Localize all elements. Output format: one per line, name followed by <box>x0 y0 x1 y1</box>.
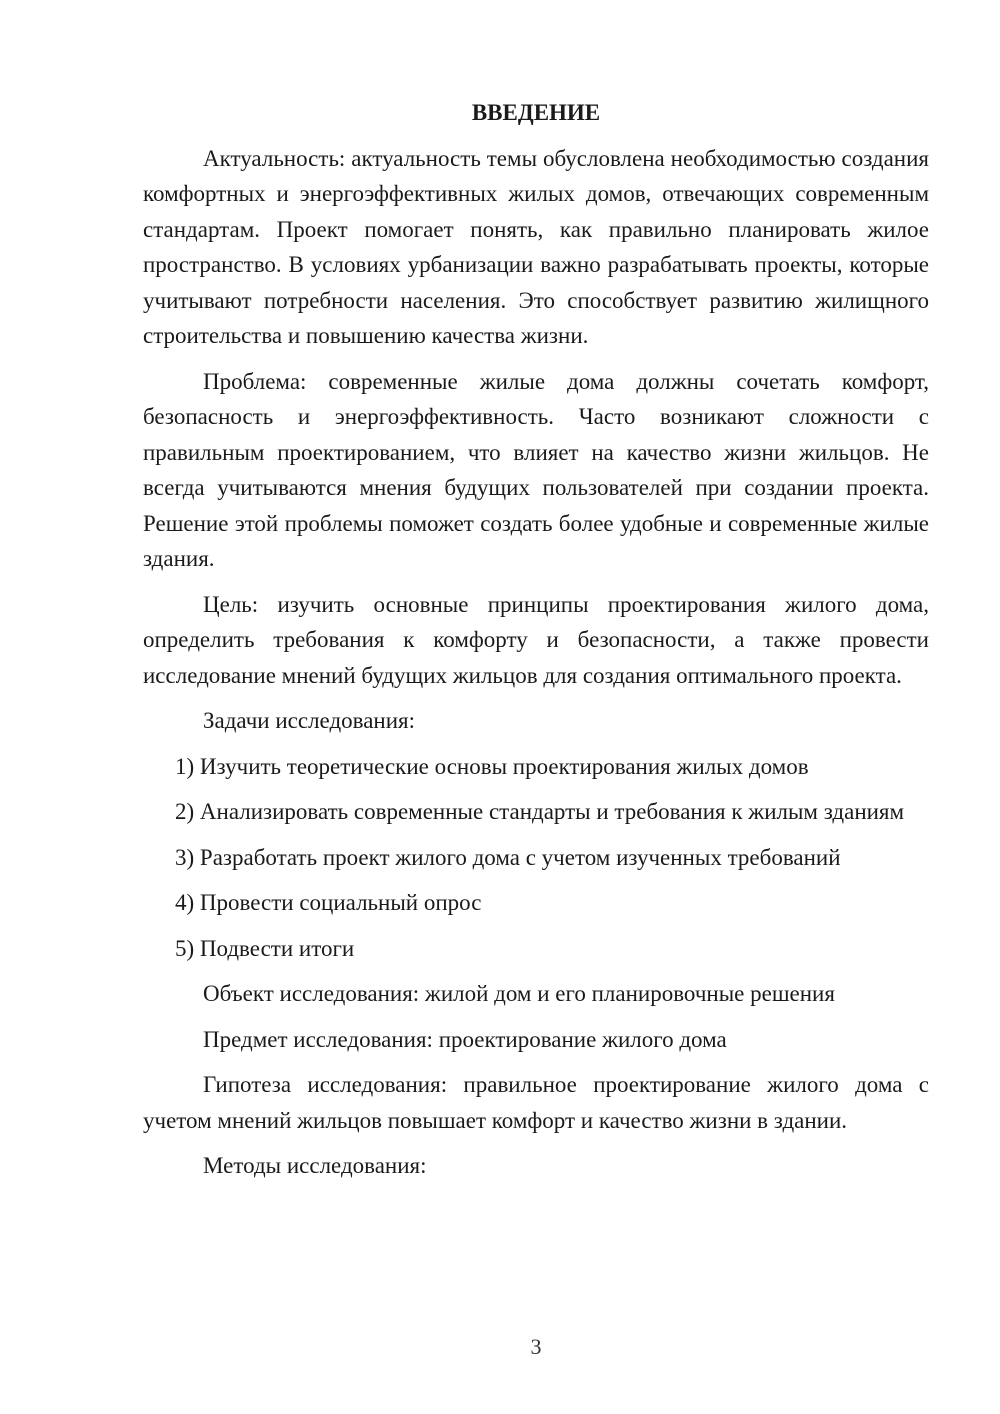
page-number: 3 <box>530 1334 542 1359</box>
task-item-3: 3) Разработать проект жилого дома с учетом изученных требований <box>175 844 841 870</box>
methods-title: Методы исследования: <box>203 1153 427 1178</box>
relevance-paragraph: Актуальность: актуальность темы обусловлена необходимостью создания комфортных и энергоэффективных жилых домов, отвечающих современным стандартам. Проект помогает понять, как правильно планировать жилое пространство. В условиях урбанизации важно разрабатывать проекты, которые учитывают потребности населения. Это способствует развитию жилищного строительства и повышению качества жизни. <box>143 145 929 348</box>
task-item-5: 5) Подвести итоги <box>175 935 355 961</box>
task-item-4: 4) Провести социальный опрос <box>175 890 482 915</box>
task-item-2: 2) Анализировать современные стандарты и требования к жилым зданиям <box>175 799 905 824</box>
problem-paragraph: Проблема: современные жилые дома должны сочетать комфорт, безопасность и энергоэффективность. Часто возникают сложности с правильным проектированием, что влияет на качество жизни жильцов. Не всегда учитываются мнения будущих пользователей при создании проекта. Решение этой проблемы поможет создать более удобные и современные жилые здания. <box>143 368 929 571</box>
goal-paragraph: Цель: изучить основные принципы проектирования жилого дома, определить требования к комфорту и безопасности, а также провести исследование мнений будущих жильцов для создания оптимального проекта. <box>143 591 929 688</box>
hypothesis-paragraph: Гипотеза исследования: правильное проектирование жилого дома с учетом мнений жильцов повышает комфорт и качество жизни в здании. <box>143 1072 929 1133</box>
subject-paragraph: Предмет исследования: проектирование жилого дома <box>203 1026 727 1052</box>
tasks-title: Задачи исследования: <box>203 708 416 733</box>
page-content <box>143 95 929 1194</box>
section-heading: ВВЕДЕНИЕ <box>471 100 601 125</box>
object-paragraph: Объект исследования: жилой дом и его планировочные решения <box>203 981 835 1006</box>
task-item-1: 1) Изучить теоретические основы проектирования жилых домов <box>175 753 809 779</box>
